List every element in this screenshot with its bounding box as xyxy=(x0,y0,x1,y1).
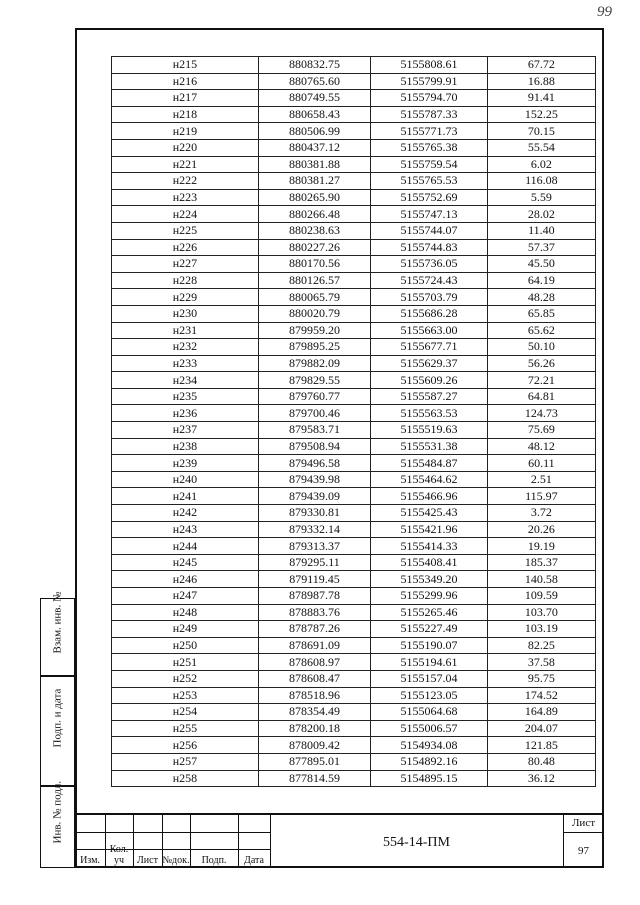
distance-cell: 55.54 xyxy=(487,139,595,156)
x-coordinate-cell: 880765.60 xyxy=(258,73,370,90)
x-coordinate-cell: 878691.09 xyxy=(258,637,370,654)
stamp-header-data: Дата xyxy=(244,855,264,866)
y-coordinate-cell: 5155765.38 xyxy=(371,139,487,156)
table-row xyxy=(112,554,596,571)
y-coordinate-cell: 5155609.26 xyxy=(371,372,487,389)
distance-cell: 174.52 xyxy=(487,687,595,704)
distance-cell: 164.89 xyxy=(487,704,595,721)
y-coordinate-cell: 5155519.63 xyxy=(371,422,487,439)
side-box-vzam xyxy=(40,591,75,676)
table-row xyxy=(112,670,596,687)
sheet-number: 97 xyxy=(578,845,589,857)
y-coordinate-cell: 5155484.87 xyxy=(371,455,487,472)
y-coordinate-cell: 5155349.20 xyxy=(371,571,487,588)
point-name-cell: н227 xyxy=(112,256,259,273)
side-box-inv xyxy=(40,780,75,868)
distance-cell: 103.19 xyxy=(487,621,595,638)
y-coordinate-cell: 5155006.57 xyxy=(371,720,487,737)
distance-cell: 37.58 xyxy=(487,654,595,671)
table-row xyxy=(112,339,596,356)
y-coordinate-cell: 5155414.33 xyxy=(371,538,487,555)
y-coordinate-cell: 5155752.69 xyxy=(371,189,487,206)
y-coordinate-cell: 5155531.38 xyxy=(371,438,487,455)
y-coordinate-cell: 5155747.13 xyxy=(371,206,487,223)
x-coordinate-cell: 879882.09 xyxy=(258,355,370,372)
y-coordinate-cell: 5155759.54 xyxy=(371,156,487,173)
table-row xyxy=(112,770,596,787)
table-row xyxy=(112,538,596,555)
x-coordinate-cell: 880065.79 xyxy=(258,289,370,306)
x-coordinate-cell: 879496.58 xyxy=(258,455,370,472)
x-coordinate-cell: 880126.57 xyxy=(258,272,370,289)
y-coordinate-cell: 5155799.91 xyxy=(371,73,487,90)
table-row xyxy=(112,654,596,671)
x-coordinate-cell: 880832.75 xyxy=(258,57,370,74)
x-coordinate-cell: 880658.43 xyxy=(258,106,370,123)
table-row xyxy=(112,57,596,74)
point-name-cell: н256 xyxy=(112,737,259,754)
point-name-cell: н241 xyxy=(112,488,259,505)
x-coordinate-cell: 879330.81 xyxy=(258,505,370,522)
point-name-cell: н231 xyxy=(112,322,259,339)
distance-cell: 20.26 xyxy=(487,521,595,538)
point-name-cell: н223 xyxy=(112,189,259,206)
table-row xyxy=(112,488,596,505)
point-name-cell: н239 xyxy=(112,455,259,472)
distance-cell: 109.59 xyxy=(487,588,595,605)
stamp-header-podp: Подп. xyxy=(201,855,227,866)
table-row xyxy=(112,505,596,522)
y-coordinate-cell: 5154895.15 xyxy=(371,770,487,787)
x-coordinate-cell: 879295.11 xyxy=(258,554,370,571)
y-coordinate-cell: 5155787.33 xyxy=(371,106,487,123)
y-coordinate-cell: 5155765.53 xyxy=(371,173,487,190)
x-coordinate-cell: 879829.55 xyxy=(258,372,370,389)
table-row xyxy=(112,704,596,721)
x-coordinate-cell: 878883.76 xyxy=(258,604,370,621)
y-coordinate-cell: 5155736.05 xyxy=(371,256,487,273)
side-label-podp: Подп. и дата xyxy=(51,688,64,748)
distance-cell: 82.25 xyxy=(487,637,595,654)
x-coordinate-cell: 880749.55 xyxy=(258,90,370,107)
y-coordinate-cell: 5155744.07 xyxy=(371,222,487,239)
table-row xyxy=(112,471,596,488)
distance-cell: 80.48 xyxy=(487,753,595,770)
page-corner-number: 99 xyxy=(597,4,612,20)
point-name-cell: н250 xyxy=(112,637,259,654)
y-coordinate-cell: 5155794.70 xyxy=(371,90,487,107)
distance-cell: 91.41 xyxy=(487,90,595,107)
table-row xyxy=(112,305,596,322)
table-row xyxy=(112,173,596,190)
document-code: 554-14-ПМ xyxy=(383,834,450,850)
y-coordinate-cell: 5155227.49 xyxy=(371,621,487,638)
point-name-cell: н230 xyxy=(112,305,259,322)
sheet-label: Лист xyxy=(571,817,596,829)
point-name-cell: н238 xyxy=(112,438,259,455)
point-name-cell: н222 xyxy=(112,173,259,190)
stamp-header-izm: Изм. xyxy=(80,855,100,866)
table-row xyxy=(112,123,596,140)
table-row xyxy=(112,438,596,455)
x-coordinate-cell: 880238.63 xyxy=(258,222,370,239)
x-coordinate-cell: 879119.45 xyxy=(258,571,370,588)
table-row xyxy=(112,621,596,638)
table-row xyxy=(112,753,596,770)
table-row xyxy=(112,272,596,289)
stamp-header-list: Лист xyxy=(137,855,158,866)
point-name-cell: н226 xyxy=(112,239,259,256)
y-coordinate-cell: 5155663.00 xyxy=(371,322,487,339)
stamp-header-ndok: №док. xyxy=(162,855,190,866)
table-row xyxy=(112,720,596,737)
y-coordinate-cell: 5155744.83 xyxy=(371,239,487,256)
point-name-cell: н220 xyxy=(112,139,259,156)
x-coordinate-cell: 880381.27 xyxy=(258,173,370,190)
point-name-cell: н218 xyxy=(112,106,259,123)
y-coordinate-cell: 5155686.28 xyxy=(371,305,487,322)
x-coordinate-cell: 878200.18 xyxy=(258,720,370,737)
x-coordinate-cell: 879439.98 xyxy=(258,471,370,488)
distance-cell: 5.59 xyxy=(487,189,595,206)
point-name-cell: н245 xyxy=(112,554,259,571)
point-name-cell: н251 xyxy=(112,654,259,671)
x-coordinate-cell: 879439.09 xyxy=(258,488,370,505)
y-coordinate-cell: 5155190.07 xyxy=(371,637,487,654)
table-row xyxy=(112,737,596,754)
y-coordinate-cell: 5155808.61 xyxy=(371,57,487,74)
table-row xyxy=(112,73,596,90)
table-row xyxy=(112,588,596,605)
y-coordinate-cell: 5155563.53 xyxy=(371,405,487,422)
y-coordinate-cell: 5155265.46 xyxy=(371,604,487,621)
side-label-inv: Инв. № подл. xyxy=(51,780,64,844)
table-row xyxy=(112,239,596,256)
table-row xyxy=(112,189,596,206)
side-box-podp xyxy=(40,676,75,786)
point-name-cell: н247 xyxy=(112,588,259,605)
y-coordinate-cell: 5155194.61 xyxy=(371,654,487,671)
x-coordinate-cell: 879959.20 xyxy=(258,322,370,339)
point-name-cell: н217 xyxy=(112,90,259,107)
x-coordinate-cell: 878608.47 xyxy=(258,670,370,687)
point-name-cell: н240 xyxy=(112,471,259,488)
distance-cell: 103.70 xyxy=(487,604,595,621)
x-coordinate-cell: 879760.77 xyxy=(258,388,370,405)
distance-cell: 36.12 xyxy=(487,770,595,787)
table-row xyxy=(112,455,596,472)
table-row xyxy=(112,388,596,405)
point-name-cell: н235 xyxy=(112,388,259,405)
distance-cell: 65.62 xyxy=(487,322,595,339)
point-name-cell: н242 xyxy=(112,505,259,522)
y-coordinate-cell: 5155587.27 xyxy=(371,388,487,405)
point-name-cell: н254 xyxy=(112,704,259,721)
point-name-cell: н221 xyxy=(112,156,259,173)
point-name-cell: н224 xyxy=(112,206,259,223)
distance-cell: 3.72 xyxy=(487,505,595,522)
table-row xyxy=(112,687,596,704)
point-name-cell: н232 xyxy=(112,339,259,356)
side-label-vzam: Взам. инв. № xyxy=(51,591,64,654)
distance-cell: 95.75 xyxy=(487,670,595,687)
table-row xyxy=(112,604,596,621)
distance-cell: 11.40 xyxy=(487,222,595,239)
distance-cell: 16.88 xyxy=(487,73,595,90)
x-coordinate-cell: 879508.94 xyxy=(258,438,370,455)
distance-cell: 57.37 xyxy=(487,239,595,256)
distance-cell: 124.73 xyxy=(487,405,595,422)
distance-cell: 56.26 xyxy=(487,355,595,372)
table-row xyxy=(112,422,596,439)
table-row xyxy=(112,637,596,654)
x-coordinate-cell: 880227.26 xyxy=(258,239,370,256)
y-coordinate-cell: 5155408.41 xyxy=(371,554,487,571)
y-coordinate-cell: 5155629.37 xyxy=(371,355,487,372)
distance-cell: 116.08 xyxy=(487,173,595,190)
distance-cell: 48.28 xyxy=(487,289,595,306)
y-coordinate-cell: 5155123.05 xyxy=(371,687,487,704)
y-coordinate-cell: 5155425.43 xyxy=(371,505,487,522)
x-coordinate-cell: 880266.48 xyxy=(258,206,370,223)
y-coordinate-cell: 5155299.96 xyxy=(371,588,487,605)
x-coordinate-cell: 877895.01 xyxy=(258,753,370,770)
stamp-header-kol: Кол. уч xyxy=(109,844,129,866)
table-row xyxy=(112,571,596,588)
table-row xyxy=(112,289,596,306)
distance-cell: 6.02 xyxy=(487,156,595,173)
distance-cell: 28.02 xyxy=(487,206,595,223)
x-coordinate-cell: 880381.88 xyxy=(258,156,370,173)
table-row xyxy=(112,405,596,422)
point-name-cell: н255 xyxy=(112,720,259,737)
distance-cell: 67.72 xyxy=(487,57,595,74)
y-coordinate-cell: 5155724.43 xyxy=(371,272,487,289)
x-coordinate-cell: 878608.97 xyxy=(258,654,370,671)
point-name-cell: н229 xyxy=(112,289,259,306)
y-coordinate-cell: 5155677.71 xyxy=(371,339,487,356)
point-name-cell: н228 xyxy=(112,272,259,289)
distance-cell: 19.19 xyxy=(487,538,595,555)
distance-cell: 65.85 xyxy=(487,305,595,322)
distance-cell: 75.69 xyxy=(487,422,595,439)
y-coordinate-cell: 5155703.79 xyxy=(371,289,487,306)
point-name-cell: н246 xyxy=(112,571,259,588)
table-row xyxy=(112,355,596,372)
y-coordinate-cell: 5155464.62 xyxy=(371,471,487,488)
distance-cell: 64.19 xyxy=(487,272,595,289)
distance-cell: 121.85 xyxy=(487,737,595,754)
table-row xyxy=(112,206,596,223)
title-block xyxy=(75,813,604,868)
distance-cell: 140.58 xyxy=(487,571,595,588)
x-coordinate-cell: 880020.79 xyxy=(258,305,370,322)
point-name-cell: н236 xyxy=(112,405,259,422)
distance-cell: 185.37 xyxy=(487,554,595,571)
point-name-cell: н252 xyxy=(112,670,259,687)
y-coordinate-cell: 5155064.68 xyxy=(371,704,487,721)
table-row xyxy=(112,106,596,123)
table-row xyxy=(112,322,596,339)
table-row xyxy=(112,256,596,273)
x-coordinate-cell: 879895.25 xyxy=(258,339,370,356)
table-row xyxy=(112,156,596,173)
x-coordinate-cell: 880506.99 xyxy=(258,123,370,140)
distance-cell: 72.21 xyxy=(487,372,595,389)
x-coordinate-cell: 879313.37 xyxy=(258,538,370,555)
point-name-cell: н253 xyxy=(112,687,259,704)
table-row xyxy=(112,222,596,239)
point-name-cell: н233 xyxy=(112,355,259,372)
table-row xyxy=(112,521,596,538)
x-coordinate-cell: 878009.42 xyxy=(258,737,370,754)
y-coordinate-cell: 5155421.96 xyxy=(371,521,487,538)
point-name-cell: н215 xyxy=(112,57,259,74)
x-coordinate-cell: 879332.14 xyxy=(258,521,370,538)
point-name-cell: н244 xyxy=(112,538,259,555)
point-name-cell: н234 xyxy=(112,372,259,389)
stamp-row-line xyxy=(75,832,270,833)
distance-cell: 60.11 xyxy=(487,455,595,472)
x-coordinate-cell: 879583.71 xyxy=(258,422,370,439)
distance-cell: 64.81 xyxy=(487,388,595,405)
x-coordinate-cell: 878987.78 xyxy=(258,588,370,605)
distance-cell: 45.50 xyxy=(487,256,595,273)
point-name-cell: н237 xyxy=(112,422,259,439)
x-coordinate-cell: 880170.56 xyxy=(258,256,370,273)
distance-cell: 50.10 xyxy=(487,339,595,356)
point-name-cell: н258 xyxy=(112,770,259,787)
point-name-cell: н257 xyxy=(112,753,259,770)
x-coordinate-cell: 878787.26 xyxy=(258,621,370,638)
table-row xyxy=(112,372,596,389)
y-coordinate-cell: 5155771.73 xyxy=(371,123,487,140)
point-name-cell: н219 xyxy=(112,123,259,140)
coordinates-table xyxy=(111,56,596,787)
x-coordinate-cell: 878354.49 xyxy=(258,704,370,721)
x-coordinate-cell: 879700.46 xyxy=(258,405,370,422)
table-row xyxy=(112,139,596,156)
point-name-cell: н225 xyxy=(112,222,259,239)
distance-cell: 48.12 xyxy=(487,438,595,455)
table-row xyxy=(112,90,596,107)
x-coordinate-cell: 877814.59 xyxy=(258,770,370,787)
distance-cell: 115.97 xyxy=(487,488,595,505)
x-coordinate-cell: 880265.90 xyxy=(258,189,370,206)
x-coordinate-cell: 878518.96 xyxy=(258,687,370,704)
distance-cell: 204.07 xyxy=(487,720,595,737)
distance-cell: 70.15 xyxy=(487,123,595,140)
distance-cell: 2.51 xyxy=(487,471,595,488)
distance-cell: 152.25 xyxy=(487,106,595,123)
y-coordinate-cell: 5154934.08 xyxy=(371,737,487,754)
point-name-cell: н243 xyxy=(112,521,259,538)
point-name-cell: н216 xyxy=(112,73,259,90)
y-coordinate-cell: 5154892.16 xyxy=(371,753,487,770)
y-coordinate-cell: 5155466.96 xyxy=(371,488,487,505)
point-name-cell: н248 xyxy=(112,604,259,621)
point-name-cell: н249 xyxy=(112,621,259,638)
x-coordinate-cell: 880437.12 xyxy=(258,139,370,156)
y-coordinate-cell: 5155157.04 xyxy=(371,670,487,687)
